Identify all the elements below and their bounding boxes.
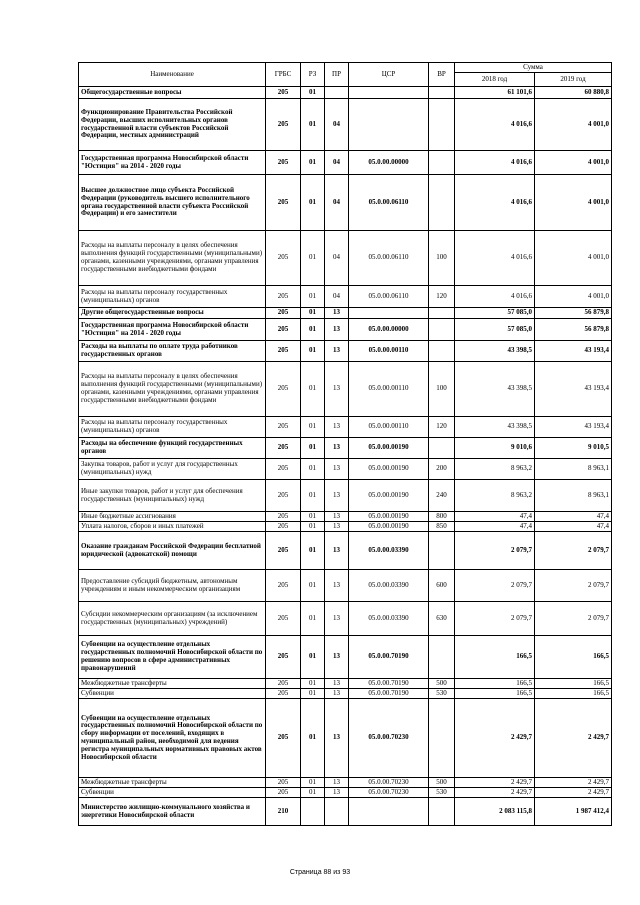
cell-vr [429,99,455,151]
cell-grbs: 205 [266,788,301,798]
cell-grbs: 205 [266,231,301,286]
cell-sum-2018: 47,4 [455,522,535,532]
cell-grbs: 205 [266,689,301,699]
cell-sum-2019: 43 193,4 [535,417,612,438]
col-csr-header: ЦСР [349,63,429,87]
cell-pr: 13 [325,341,349,362]
cell-pr: 13 [325,689,349,699]
cell-rz: 01 [301,778,325,788]
cell-pr: 13 [325,788,349,798]
cell-sum-2019: 1 987 412,4 [535,798,612,826]
cell-csr [349,798,429,826]
table-row [79,99,612,151]
cell-sum-2018: 57 085,0 [455,319,535,341]
cell-sum-2018: 4 016,6 [455,151,535,175]
cell-sum-2019: 47,4 [535,522,612,532]
col-2018-header: 2018 год [455,73,535,87]
cell-name: Оказание гражданам Российской Федерации бесплатной юридической (адвокатской) помощи [79,532,266,570]
cell-sum-2019: 8 963,1 [535,480,612,512]
cell-rz: 01 [301,679,325,689]
cell-rz: 01 [301,602,325,636]
cell-pr: 13 [325,308,349,319]
cell-sum-2018: 57 085,0 [455,308,535,319]
cell-vr: 240 [429,480,455,512]
cell-name: Расходы на выплаты персоналу в целях обеспечения выполнения функций государственными (муниципальными) органами, казенными учреждениями, органами управления государственными внебюджетными фондами [79,231,266,286]
cell-vr: 500 [429,679,455,689]
cell-grbs: 205 [266,362,301,417]
table-row [79,480,612,512]
cell-sum-2018: 47,4 [455,512,535,522]
cell-name: Субсидии некоммерческим организациям (за исключением государственных (муниципальных) учреждений) [79,602,266,636]
table-row [79,679,612,689]
cell-vr: 630 [429,602,455,636]
cell-sum-2018: 43 398,5 [455,341,535,362]
cell-name: Расходы на выплаты по оплате труда работников государственных органов [79,341,266,362]
cell-rz: 01 [301,689,325,699]
cell-vr: 120 [429,286,455,308]
cell-rz: 01 [301,87,325,99]
cell-pr: 13 [325,459,349,480]
cell-sum-2018: 2 429,7 [455,699,535,778]
cell-vr [429,175,455,231]
cell-sum-2018: 8 963,2 [455,459,535,480]
cell-csr: 05.0.00.00190 [349,512,429,522]
cell-vr: 600 [429,570,455,602]
cell-sum-2018: 43 398,5 [455,362,535,417]
cell-pr: 04 [325,151,349,175]
cell-pr: 13 [325,417,349,438]
cell-pr: 13 [325,778,349,788]
cell-csr: 05.0.00.70230 [349,788,429,798]
table-row [79,699,612,778]
cell-csr: 05.0.00.03390 [349,602,429,636]
table-row [79,308,612,319]
cell-rz [301,798,325,826]
cell-name: Государственная программа Новосибирской области "Юстиция" на 2014 - 2020 годы [79,151,266,175]
table-row [79,286,612,308]
cell-pr: 04 [325,175,349,231]
cell-vr [429,438,455,459]
cell-rz: 01 [301,417,325,438]
cell-sum-2019: 43 193,4 [535,341,612,362]
cell-name: Закупка товаров, работ и услуг для государственных (муниципальных) нужд [79,459,266,480]
cell-vr [429,532,455,570]
cell-sum-2018: 166,5 [455,679,535,689]
cell-pr: 13 [325,512,349,522]
cell-grbs: 205 [266,480,301,512]
cell-vr: 100 [429,231,455,286]
cell-sum-2018: 8 963,2 [455,480,535,512]
cell-grbs: 205 [266,87,301,99]
cell-name: Иные бюджетные ассигнования [79,512,266,522]
cell-csr: 05.0.00.00110 [349,341,429,362]
cell-rz: 01 [301,99,325,151]
col-pr-header: ПР [325,63,349,87]
cell-name: Расходы на обеспечение функций государственных органов [79,438,266,459]
cell-csr: 05.0.00.00190 [349,522,429,532]
cell-csr: 05.0.00.70230 [349,699,429,778]
cell-pr: 04 [325,99,349,151]
cell-sum-2018: 166,5 [455,689,535,699]
table-row [79,362,612,417]
table-row [79,87,612,99]
cell-sum-2019: 2 079,7 [535,532,612,570]
cell-grbs: 205 [266,459,301,480]
cell-vr [429,308,455,319]
cell-csr: 05.0.00.06110 [349,175,429,231]
cell-grbs: 205 [266,532,301,570]
cell-sum-2019: 56 879,8 [535,319,612,341]
cell-rz: 01 [301,341,325,362]
cell-vr: 200 [429,459,455,480]
cell-pr: 13 [325,570,349,602]
cell-csr: 05.0.00.00110 [349,362,429,417]
cell-sum-2018: 4 016,6 [455,99,535,151]
cell-name: Межбюджетные трансферты [79,778,266,788]
cell-name: Государственная программа Новосибирской области "Юстиция" на 2014 - 2020 годы [79,319,266,341]
cell-grbs: 205 [266,286,301,308]
cell-rz: 01 [301,151,325,175]
cell-sum-2019: 43 193,4 [535,362,612,417]
cell-name: Уплата налогов, сборов и иных платежей [79,522,266,532]
cell-vr: 500 [429,778,455,788]
cell-sum-2019: 4 001,0 [535,175,612,231]
cell-sum-2019: 47,4 [535,512,612,522]
table-row [79,636,612,679]
cell-csr: 05.0.00.00190 [349,459,429,480]
cell-name: Общегосударственные вопросы [79,87,266,99]
cell-grbs: 205 [266,308,301,319]
cell-rz: 01 [301,532,325,570]
table-header [79,63,612,87]
cell-pr [325,87,349,99]
cell-csr: 05.0.00.70190 [349,636,429,679]
cell-name: Другие общегосударственные вопросы [79,308,266,319]
cell-pr: 13 [325,699,349,778]
cell-grbs: 205 [266,679,301,689]
cell-grbs: 205 [266,512,301,522]
cell-csr: 05.0.00.70190 [349,679,429,689]
cell-rz: 01 [301,175,325,231]
cell-sum-2018: 166,5 [455,636,535,679]
cell-sum-2019: 2 079,7 [535,570,612,602]
cell-csr [349,99,429,151]
table-row [79,459,612,480]
table-row [79,689,612,699]
cell-rz: 01 [301,636,325,679]
cell-grbs: 205 [266,570,301,602]
cell-vr: 120 [429,417,455,438]
cell-sum-2018: 2 079,7 [455,602,535,636]
cell-sum-2018: 61 101,6 [455,87,535,99]
cell-sum-2019: 2 429,7 [535,788,612,798]
cell-pr: 13 [325,319,349,341]
cell-name: Субвенции на осуществление отдельных государственных полномочий Новосибирской области по решению вопросов в сфере административных правонарушений [79,636,266,679]
cell-rz: 01 [301,231,325,286]
cell-sum-2018: 4 016,6 [455,286,535,308]
table-row [79,570,612,602]
cell-vr [429,636,455,679]
page-number: Страница 88 из 93 [289,869,351,876]
cell-csr: 05.0.00.00190 [349,480,429,512]
cell-name: Министерство жилищно-коммунального хозяйства и энергетики Новосибирской области [79,798,266,826]
cell-pr: 13 [325,532,349,570]
cell-csr: 05.0.00.70230 [349,778,429,788]
cell-vr [429,319,455,341]
cell-csr: 05.0.00.00190 [349,438,429,459]
col-grbs-header: ГРБС [266,63,301,87]
cell-grbs: 205 [266,99,301,151]
cell-csr: 05.0.00.70190 [349,689,429,699]
cell-rz: 01 [301,319,325,341]
cell-vr [429,87,455,99]
cell-rz: 01 [301,438,325,459]
table-row [79,532,612,570]
cell-name: Высшее должностное лицо субъекта Российской Федерации (руководитель высшего исполнительного органа государственной власти субъекта Российской Федерации) и его заместители [79,175,266,231]
cell-rz: 01 [301,788,325,798]
cell-pr: 13 [325,438,349,459]
cell-sum-2018: 2 429,7 [455,778,535,788]
col-rz-header: РЗ [301,63,325,87]
col-2019-header: 2019 год [535,73,612,87]
cell-sum-2018: 9 010,6 [455,438,535,459]
cell-sum-2018: 4 016,6 [455,175,535,231]
cell-csr: 05.0.00.00110 [349,417,429,438]
cell-grbs: 205 [266,319,301,341]
cell-sum-2019: 56 879,8 [535,308,612,319]
cell-pr: 13 [325,679,349,689]
cell-rz: 01 [301,308,325,319]
cell-pr: 13 [325,636,349,679]
table-row [79,602,612,636]
cell-rz: 01 [301,699,325,778]
cell-name: Предоставление субсидий бюджетным, автономным учреждениям и иным некоммерческим организациям [79,570,266,602]
table-row [79,522,612,532]
cell-sum-2018: 2 079,7 [455,532,535,570]
cell-sum-2018: 43 398,5 [455,417,535,438]
cell-sum-2019: 8 963,1 [535,459,612,480]
cell-sum-2019: 4 001,0 [535,99,612,151]
cell-csr: 05.0.00.06110 [349,286,429,308]
cell-name: Расходы на выплаты персоналу государственных (муниципальных) органов [79,286,266,308]
cell-vr [429,798,455,826]
table-row [79,512,612,522]
cell-grbs: 205 [266,602,301,636]
cell-name: Субвенции [79,788,266,798]
cell-rz: 01 [301,522,325,532]
cell-vr: 530 [429,689,455,699]
cell-pr: 13 [325,522,349,532]
cell-vr: 530 [429,788,455,798]
cell-csr: 05.0.00.06110 [349,231,429,286]
cell-name: Иные закупки товаров, работ и услуг для обеспечения государственных (муниципальных) нужд [79,480,266,512]
cell-vr [429,699,455,778]
cell-sum-2019: 166,5 [535,679,612,689]
cell-rz: 01 [301,286,325,308]
cell-name: Функционирование Правительства Российской Федерации, высших исполнительных органов государственной власти субъектов Российской Федерации, местных администраций [79,99,266,151]
table-row [79,438,612,459]
cell-rz: 01 [301,570,325,602]
table-row [79,778,612,788]
cell-csr: 05.0.00.03390 [349,570,429,602]
col-vr-header: ВР [429,63,455,87]
cell-grbs: 205 [266,341,301,362]
cell-csr [349,308,429,319]
table-row [79,319,612,341]
table-row [79,788,612,798]
cell-name: Расходы на выплаты персоналу государственных (муниципальных) органов [79,417,266,438]
table-row [79,798,612,826]
cell-sum-2018: 2 079,7 [455,570,535,602]
cell-grbs: 205 [266,417,301,438]
table-row [79,341,612,362]
cell-grbs: 205 [266,699,301,778]
cell-grbs: 205 [266,151,301,175]
cell-sum-2018: 4 016,6 [455,231,535,286]
cell-sum-2018: 2 083 115,8 [455,798,535,826]
cell-pr: 04 [325,231,349,286]
cell-sum-2019: 2 429,7 [535,699,612,778]
cell-sum-2019: 2 079,7 [535,602,612,636]
cell-sum-2019: 4 001,0 [535,151,612,175]
cell-name: Субвенции на осуществление отдельных государственных полномочий Новосибирской области по сбору информации от поселений, входящих в муниципальный район, необходимой для ведения регистра муниципальных нормативных правовых актов Новосибирской области [79,699,266,778]
cell-grbs: 205 [266,438,301,459]
cell-csr: 05.0.00.03390 [349,532,429,570]
cell-pr [325,798,349,826]
cell-sum-2019: 9 010,5 [535,438,612,459]
cell-grbs: 205 [266,175,301,231]
cell-rz: 01 [301,459,325,480]
cell-vr [429,151,455,175]
table-row [79,151,612,175]
cell-pr: 13 [325,362,349,417]
cell-rz: 01 [301,480,325,512]
cell-name: Расходы на выплаты персоналу в целях обеспечения выполнения функций государственными (муниципальными) органами, казенными учреждениями, органами управления государственными внебюджетными фондами [79,362,266,417]
cell-grbs: 210 [266,798,301,826]
cell-vr: 100 [429,362,455,417]
cell-rz: 01 [301,512,325,522]
cell-vr: 850 [429,522,455,532]
cell-sum-2019: 60 880,8 [535,87,612,99]
cell-name: Субвенции [79,689,266,699]
cell-sum-2019: 166,5 [535,636,612,679]
cell-csr [349,87,429,99]
cell-csr: 05.0.00.00000 [349,151,429,175]
table-body [79,87,612,826]
cell-sum-2019: 4 001,0 [535,286,612,308]
cell-sum-2019: 2 429,7 [535,778,612,788]
budget-table [78,62,612,826]
cell-grbs: 205 [266,522,301,532]
table-row [79,417,612,438]
cell-name: Межбюджетные трансферты [79,679,266,689]
table-row [79,231,612,286]
cell-pr: 13 [325,602,349,636]
col-name-header: Наименование [79,63,266,87]
col-sum-header: Сумма [455,63,612,73]
cell-grbs: 205 [266,636,301,679]
cell-vr [429,341,455,362]
cell-pr: 04 [325,286,349,308]
cell-csr: 05.0.00.00000 [349,319,429,341]
cell-sum-2019: 4 001,0 [535,231,612,286]
cell-sum-2018: 2 429,7 [455,788,535,798]
cell-pr: 13 [325,480,349,512]
cell-vr: 800 [429,512,455,522]
cell-rz: 01 [301,362,325,417]
table-row [79,175,612,231]
cell-grbs: 205 [266,778,301,788]
cell-sum-2019: 166,5 [535,689,612,699]
